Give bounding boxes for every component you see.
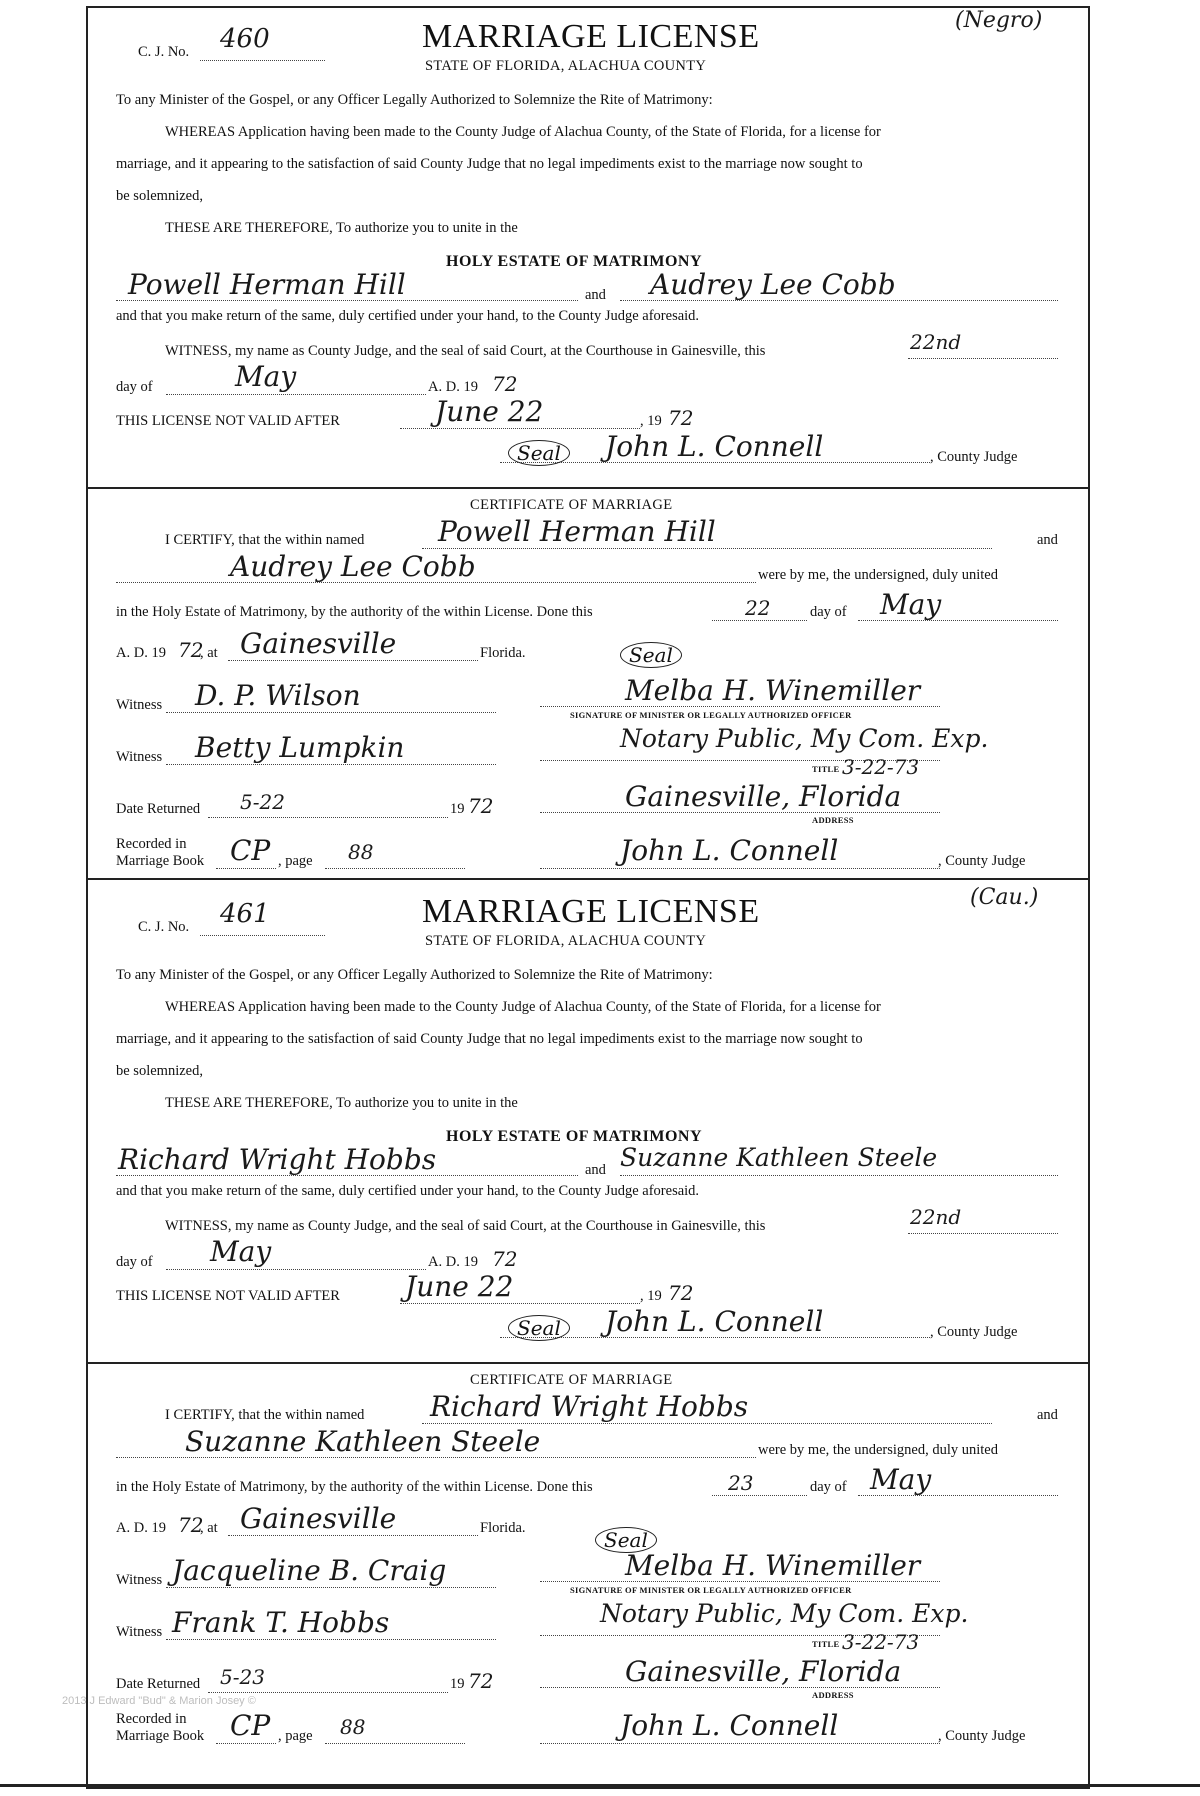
- marriage-place: Gainesville: [240, 1502, 397, 1535]
- certificate-judge-signature: John L. Connell: [620, 1709, 839, 1742]
- ad-year: 72: [178, 638, 204, 662]
- officer-address: Gainesville, Florida: [625, 780, 902, 813]
- returned-year-label: 19: [450, 801, 465, 817]
- date-returned: 5-23: [220, 1665, 265, 1689]
- marriage-record-2: [100, 875, 1075, 1780]
- officer-address: Gainesville, Florida: [625, 1655, 902, 1688]
- certify-label: I CERTIFY, that the within named: [165, 1407, 365, 1423]
- florida-label: Florida.: [480, 1520, 526, 1536]
- return-line: and that you make return of the same, duly certified under your hand, to the County Judge aforesaid.: [116, 308, 700, 324]
- holy-estate-heading: HOLY ESTATE OF MATRIMONY: [446, 1128, 703, 1145]
- witness-2-label: Witness: [116, 1624, 163, 1640]
- officer-caption: SIGNATURE OF MINISTER OR LEGALLY AUTHORIZED OFFICER: [570, 1585, 852, 1595]
- seal-mark: Seal: [508, 1315, 570, 1341]
- officer-signature: Melba H. Winemiller: [625, 1549, 921, 1582]
- returned-year-label: 19: [450, 1676, 465, 1692]
- witness-1-label: Witness: [116, 697, 163, 713]
- corner-note: (Cau.): [970, 885, 1039, 910]
- cj-number: 460: [220, 24, 270, 54]
- witness-line: WITNESS, my name as County Judge, and the seal of said Court, at the Courthouse in Gainesville, this: [165, 1218, 766, 1234]
- certificate-title: CERTIFICATE OF MARRIAGE: [470, 497, 673, 513]
- ad-label: A. D. 19: [428, 1254, 478, 1270]
- whereas-line-3: be solemnized,: [116, 1063, 203, 1079]
- authority-line: in the Holy Estate of Matrimony, by the authority of the within License. Done this: [116, 1479, 593, 1495]
- recorded-label: Recorded in: [116, 1711, 187, 1727]
- address-caption: ADDRESS: [812, 1690, 854, 1700]
- county-judge-label: , County Judge: [938, 853, 1026, 869]
- page-label: , page: [278, 1728, 313, 1744]
- ad-label: A. D. 19: [428, 379, 478, 395]
- certificate-groom: Richard Wright Hobbs: [430, 1390, 749, 1423]
- not-valid-year: 72: [668, 406, 694, 430]
- witness-2-signature: Betty Lumpkin: [195, 731, 405, 764]
- cj-label: C. J. No.: [138, 919, 190, 935]
- ad-year: 72: [492, 372, 518, 396]
- ad-label: A. D. 19: [116, 645, 166, 661]
- officer-title-date: 3-22-73: [842, 755, 920, 779]
- witness-1-signature: Jacqueline B. Craig: [172, 1554, 447, 1587]
- copyright-watermark: 2013 J Edward "Bud" & Marion Josey ©: [62, 1695, 256, 1707]
- cj-number: 461: [220, 899, 270, 929]
- judge-signature: John L. Connell: [605, 430, 824, 463]
- not-valid-label: THIS LICENSE NOT VALID AFTER: [116, 1288, 340, 1304]
- and-label: and: [585, 287, 606, 303]
- authority-line: in the Holy Estate of Matrimony, by the authority of the within License. Done this: [116, 604, 593, 620]
- done-day: 22: [745, 596, 771, 620]
- not-valid-year: 72: [668, 1281, 694, 1305]
- at-label: , at: [200, 645, 218, 661]
- witness-2-signature: Frank T. Hobbs: [172, 1606, 390, 1639]
- not-valid-date: June 22: [405, 1270, 514, 1303]
- whereas-line-1: WHEREAS Application having been made to the County Judge of Alachua County, of the State of Florida, for a license for: [165, 999, 881, 1015]
- county-judge-label: , County Judge: [938, 1728, 1026, 1744]
- license-title: MARRIAGE LICENSE: [422, 18, 760, 55]
- day-of-label: day of: [116, 1254, 153, 1270]
- date-returned-label: Date Returned: [116, 801, 201, 817]
- judge-signature: John L. Connell: [605, 1305, 824, 1338]
- title-caption: TITLE: [812, 1639, 840, 1649]
- page-number: 88: [348, 840, 374, 864]
- day-of-label: day of: [810, 1479, 847, 1495]
- bride-name: Audrey Lee Cobb: [650, 268, 896, 301]
- groom-name: Richard Wright Hobbs: [118, 1143, 437, 1176]
- bride-name: Suzanne Kathleen Steele: [620, 1143, 938, 1172]
- done-month: May: [870, 1463, 932, 1496]
- witness-day: 22nd: [910, 1205, 962, 1229]
- title-caption: TITLE: [812, 764, 840, 774]
- marriage-book: CP: [230, 834, 271, 867]
- license-month: May: [210, 1235, 272, 1268]
- and-label: and: [585, 1162, 606, 1178]
- certificate-judge-signature: John L. Connell: [620, 834, 839, 867]
- date-returned-label: Date Returned: [116, 1676, 201, 1692]
- bottom-rule: [0, 1784, 1200, 1787]
- holy-estate-heading: HOLY ESTATE OF MATRIMONY: [446, 253, 703, 270]
- and-label: and: [1037, 1407, 1058, 1423]
- license-month: May: [235, 360, 297, 393]
- page-number: 88: [340, 1715, 366, 1739]
- therefore-line: THESE ARE THEREFORE, To authorize you to unite in the: [165, 220, 518, 236]
- county-judge-label: , County Judge: [930, 1324, 1018, 1340]
- returned-year: 72: [468, 1669, 494, 1693]
- not-valid-year-label: , 19: [640, 413, 662, 429]
- witness-1-label: Witness: [116, 1572, 163, 1588]
- officer-title: Notary Public, My Com. Exp.: [620, 724, 989, 753]
- florida-label: Florida.: [480, 645, 526, 661]
- ad-year: 72: [492, 1247, 518, 1271]
- united-label: were by me, the undersigned, duly united: [758, 1442, 998, 1458]
- license-subtitle: STATE OF FLORIDA, ALACHUA COUNTY: [425, 933, 707, 949]
- date-returned: 5-22: [240, 790, 285, 814]
- whereas-line-2: marriage, and it appearing to the satisfaction of said County Judge that no legal impediments exist to the marriage now sought to: [116, 1031, 863, 1047]
- address-line: To any Minister of the Gospel, or any Officer Legally Authorized to Solemnize the Rite of Matrimony:: [116, 92, 713, 108]
- marriage-book: CP: [230, 1709, 271, 1742]
- not-valid-year-label: , 19: [640, 1288, 662, 1304]
- marriage-book-label: Marriage Book: [116, 853, 205, 869]
- officer-signature: Melba H. Winemiller: [625, 674, 921, 707]
- recorded-label: Recorded in: [116, 836, 187, 852]
- return-line: and that you make return of the same, duly certified under your hand, to the County Judge aforesaid.: [116, 1183, 700, 1199]
- not-valid-date: June 22: [435, 395, 544, 428]
- page-label: , page: [278, 853, 313, 869]
- not-valid-label: THIS LICENSE NOT VALID AFTER: [116, 413, 340, 429]
- groom-name: Powell Herman Hill: [128, 268, 406, 301]
- at-label: , at: [200, 1520, 218, 1536]
- certificate-bride: Suzanne Kathleen Steele: [185, 1425, 541, 1458]
- officer-caption: SIGNATURE OF MINISTER OR LEGALLY AUTHORIZED OFFICER: [570, 710, 852, 720]
- day-of-label: day of: [810, 604, 847, 620]
- done-month: May: [880, 588, 942, 621]
- day-of-label: day of: [116, 379, 153, 395]
- seal-mark: Seal: [508, 440, 570, 466]
- certify-label: I CERTIFY, that the within named: [165, 532, 365, 548]
- marriage-record-1: [100, 0, 1075, 878]
- witness-line: WITNESS, my name as County Judge, and the seal of said Court, at the Courthouse in Gainesville, this: [165, 343, 766, 359]
- ad-label: A. D. 19: [116, 1520, 166, 1536]
- officer-seal-mark: Seal: [595, 1527, 657, 1553]
- witness-2-label: Witness: [116, 749, 163, 765]
- marriage-place: Gainesville: [240, 627, 397, 660]
- cj-label: C. J. No.: [138, 44, 190, 60]
- address-caption: ADDRESS: [812, 815, 854, 825]
- whereas-line-2: marriage, and it appearing to the satisfaction of said County Judge that no legal impediments exist to the marriage now sought to: [116, 156, 863, 172]
- license-subtitle: STATE OF FLORIDA, ALACHUA COUNTY: [425, 58, 707, 74]
- done-day: 23: [728, 1471, 754, 1495]
- witness-day: 22nd: [910, 330, 962, 354]
- certificate-bride: Audrey Lee Cobb: [230, 550, 476, 583]
- returned-year: 72: [468, 794, 494, 818]
- certificate-groom: Powell Herman Hill: [438, 515, 716, 548]
- marriage-book-label: Marriage Book: [116, 1728, 205, 1744]
- officer-title-date: 3-22-73: [842, 1630, 920, 1654]
- whereas-line-3: be solemnized,: [116, 188, 203, 204]
- certificate-title: CERTIFICATE OF MARRIAGE: [470, 1372, 673, 1388]
- united-label: were by me, the undersigned, duly united: [758, 567, 998, 583]
- therefore-line: THESE ARE THEREFORE, To authorize you to unite in the: [165, 1095, 518, 1111]
- ad-year: 72: [178, 1513, 204, 1537]
- officer-title: Notary Public, My Com. Exp.: [600, 1599, 969, 1628]
- county-judge-label: , County Judge: [930, 449, 1018, 465]
- witness-1-signature: D. P. Wilson: [195, 679, 361, 712]
- officer-seal-mark: Seal: [620, 642, 682, 668]
- address-line: To any Minister of the Gospel, or any Officer Legally Authorized to Solemnize the Rite of Matrimony:: [116, 967, 713, 983]
- whereas-line-1: WHEREAS Application having been made to the County Judge of Alachua County, of the State of Florida, for a license for: [165, 124, 881, 140]
- and-label: and: [1037, 532, 1058, 548]
- license-title: MARRIAGE LICENSE: [422, 893, 760, 930]
- corner-note: (Negro): [955, 8, 1043, 33]
